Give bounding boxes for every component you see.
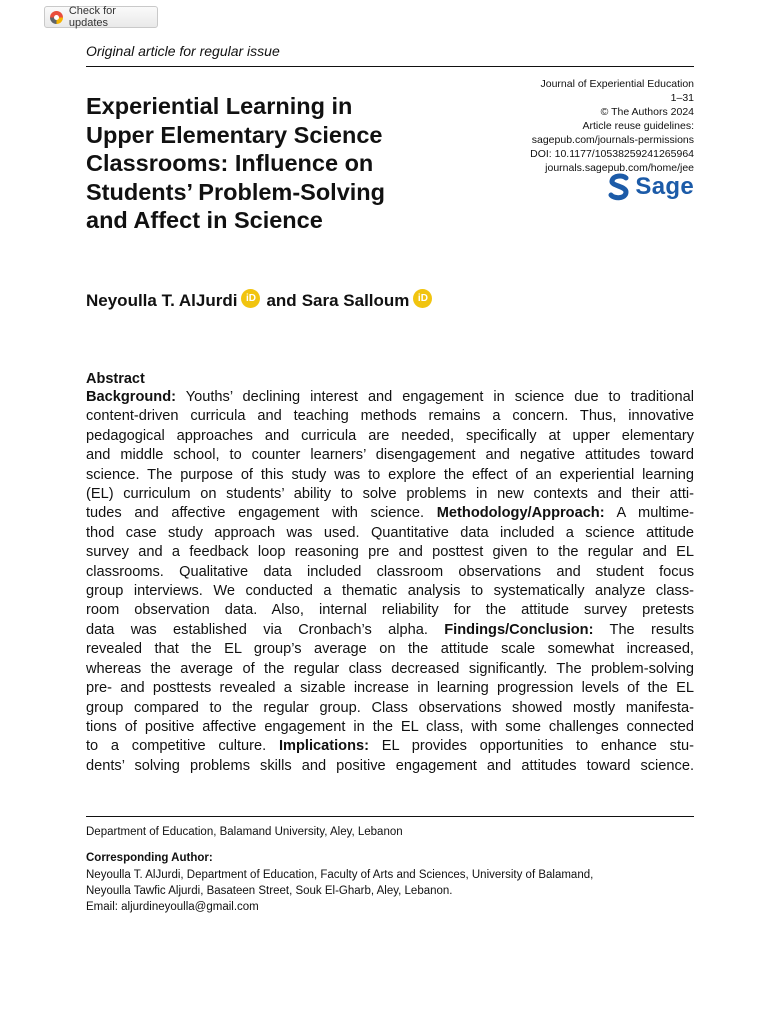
abstract-line: [86, 407, 694, 426]
abstract-line: [86, 563, 694, 582]
orcid-icon[interactable]: iD: [241, 289, 260, 308]
abstract-text: whereas the average of the regular class decreased significantly. The problem-solving: [86, 660, 694, 677]
abstract-line: [86, 582, 694, 601]
abstract-subheading: Implications:: [278, 738, 369, 755]
abstract-text: EL provides opportunities to enhance stu-: [368, 738, 694, 755]
abstract-text: (EL) curriculum on students’ ability to solve problems in new contexts and their atti-: [86, 486, 694, 503]
affiliation: Department of Education, Balamand University, Aley, Lebanon: [86, 826, 403, 838]
sage-s-icon: [608, 173, 630, 201]
abstract-text: group interviews. We conducted a thematic analysis to systematically analyze class-: [86, 583, 694, 600]
abstract-text: room observation data. Also, internal reliability for the attitude survey pretests: [86, 602, 694, 619]
abstract-text: tudes and affective engagement with science.: [86, 505, 437, 522]
abstract-heading: Abstract: [86, 371, 145, 387]
title-line: Students’ Problem-Solving: [86, 178, 386, 205]
journal-info: [530, 77, 694, 175]
check-for-updates-button[interactable]: [44, 6, 158, 28]
abstract-text: data was established via Cronbach’s alpha.: [86, 621, 445, 638]
abstract-line: [86, 640, 694, 659]
abstract-body: [86, 388, 694, 776]
title-line: Classrooms: Influence on: [86, 150, 374, 176]
author-name: Sara Salloum: [301, 291, 410, 310]
abstract-line: [86, 466, 694, 485]
abstract-text: tions of positive affective engagement in the EL class, with some challenges connected: [86, 718, 694, 735]
title-line: Experiential Learning in: [86, 93, 353, 119]
abstract-text: A multime-: [604, 505, 694, 522]
corresponding-author-address: Neyoulla Tawfic Aljurdi, Basateen Street, Souk El-Gharb, Aley, Lebanon.: [86, 885, 453, 897]
orcid-icon[interactable]: iD: [413, 289, 432, 308]
abstract-line: [86, 621, 694, 640]
corresponding-author-details: [86, 867, 593, 915]
header-divider: [86, 66, 694, 67]
abstract-text: science. The purpose of this study was to explore the effect of an experiential learning: [86, 466, 694, 483]
sage-logo: [608, 173, 694, 201]
abstract-line: [86, 679, 694, 698]
abstract-text: pre- and posttests revealed a sizable increase in learning progression levels of the EL: [86, 680, 694, 697]
author-connector: and: [266, 291, 297, 310]
check-for-updates-icon: [50, 11, 63, 24]
abstract-line: [86, 504, 694, 523]
abstract-text: revealed that the EL group’s average on the attitude scale somewhat increased,: [86, 641, 694, 658]
abstract-line: [86, 660, 694, 679]
abstract-text: survey and a feedback loop reasoning pre and posttest given to the regular and EL: [86, 544, 694, 561]
reuse-guidelines-label: Article reuse guidelines:: [582, 120, 694, 132]
abstract-text: content-driven curricula and teaching methods remains a concern. Thus, innovative: [86, 408, 694, 425]
abstract-line: [86, 388, 694, 407]
abstract-line: [86, 718, 694, 737]
corresponding-author-email[interactable]: Email: aljurdineyoulla@gmail.com: [86, 901, 259, 913]
journal-homepage-link[interactable]: journals.sagepub.com/home/jee: [545, 162, 694, 174]
abstract-text: thod case study approach was used. Quantitative data included a science attitude: [86, 524, 694, 541]
abstract-subheading: Background:: [86, 389, 176, 405]
abstract-subheading: Findings/Conclusion:: [444, 621, 594, 638]
abstract-subheading: Methodology/Approach:: [436, 505, 605, 522]
copyright: © The Authors 2024: [600, 106, 694, 118]
abstract-line: [86, 601, 694, 620]
abstract-text: group compared to the regular group. Class observations showed mostly manifesta-: [86, 699, 694, 716]
abstract-text: classrooms. Qualitative data included classroom observations and student focus: [86, 563, 694, 580]
abstract-text: pedagogical approaches and curricula are needed, specifically at upper elementary: [86, 427, 694, 444]
corresponding-author-line: Neyoulla T. AlJurdi, Department of Education, Faculty of Arts and Sciences, University of Balamand,: [86, 869, 594, 881]
abstract-line: [86, 427, 694, 446]
abstract-line: [86, 524, 694, 543]
issue-type: Original article for regular issue: [86, 43, 280, 59]
sage-wordmark: Sage: [635, 173, 694, 200]
doi[interactable]: DOI: 10.1177/10538259241265964: [530, 148, 694, 160]
abstract-line: [86, 485, 694, 504]
abstract-text: Youths’ declining interest and engagement in science due to traditional: [176, 389, 694, 405]
page-range: 1–31: [670, 92, 694, 104]
title-line: and Affect in Science: [86, 207, 323, 233]
abstract-text: and middle school, to counter learners’ disengagement and negative attitudes toward: [86, 447, 694, 464]
abstract-line: [86, 737, 694, 756]
abstract-line: [86, 543, 694, 562]
title-line: Upper Elementary Science: [86, 121, 383, 148]
abstract-text: The results: [593, 621, 695, 638]
abstract-line: [86, 757, 694, 776]
footnote-divider: [86, 816, 694, 817]
author-name: Neyoulla T. AlJurdi: [86, 291, 238, 310]
abstract-line: [86, 699, 694, 718]
check-for-updates-label: Check for updates: [68, 5, 116, 29]
journal-name: Journal of Experiential Education: [540, 78, 694, 90]
permissions-link[interactable]: sagepub.com/journals-permissions: [531, 134, 694, 146]
corresponding-author-heading: Corresponding Author:: [86, 852, 213, 864]
article-title: [86, 92, 466, 235]
author-list: [86, 291, 438, 311]
abstract-text: dents’ solving problems skills and positive engagement and attitudes toward science.: [86, 757, 694, 774]
abstract-text: to a competitive culture.: [86, 738, 279, 755]
abstract-line: [86, 446, 694, 465]
